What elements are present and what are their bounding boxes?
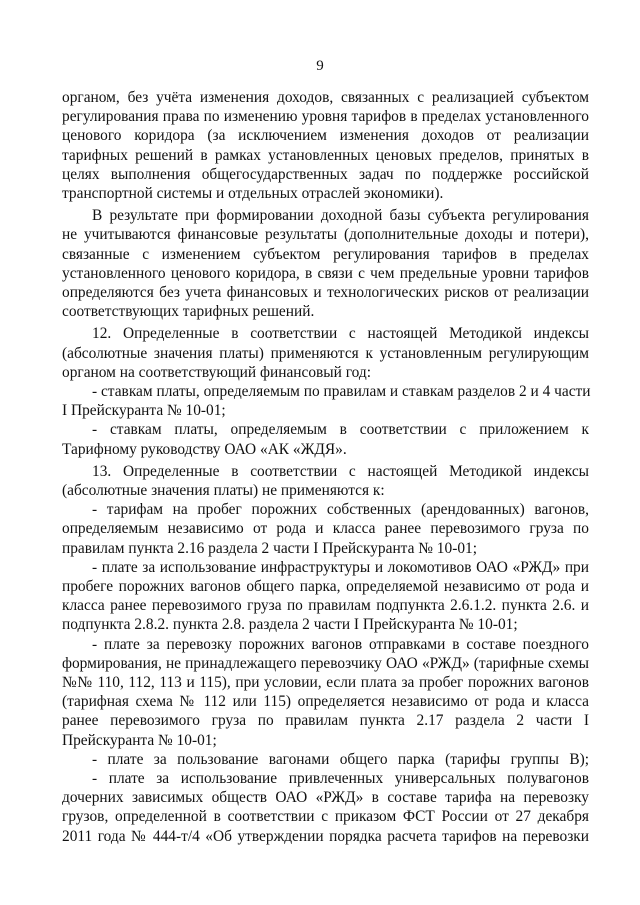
text-line: соответствующих тарифных решений.	[62, 303, 315, 321]
text-line: правилам пункта 2.16 раздела 2 части I Прейскуранта № 10-01;	[62, 539, 477, 557]
text-line: - ставкам платы, определяемым в соответствии с приложением к	[92, 421, 589, 439]
text-line: (абсолютные значения платы) не применяются к:	[62, 482, 385, 499]
text-line: (тарифная схема № 112 или 115) определяется независимо от рода и класса	[62, 693, 589, 711]
text-line: подпункта 2.8.2. пункта 2.8. раздела 2 части I Прейскуранта № 10-01;	[62, 616, 518, 634]
text-line: I Прейскуранта № 10-01;	[62, 402, 226, 420]
text-line: класса ранее перевозимого груза по правилам подпункта 2.6.1.2. пункта 2.6. и	[62, 597, 589, 615]
text-line: не учитываются финансовые результаты (дополнительные доходы и потери),	[62, 226, 589, 244]
text-line: определяемым независимо от рода и класса ранее перевозимого груза по	[62, 520, 589, 538]
page-number: 9	[316, 58, 324, 74]
text-line: Тарифному руководству ОАО «АК «ЖДЯ».	[62, 440, 347, 458]
text-line: установленного ценового коридора, в связи с чем предельные уровни тарифов	[62, 264, 589, 282]
text-line: определяются без учета финансовых и технологических рисков от реализации	[62, 284, 589, 301]
text-line: - тарифам на пробег порожних собственных (арендованных) вагонов,	[92, 501, 589, 519]
text-line: 2011 года № 444-т/4 «Об утверждении порядка расчета тарифов на перевозки	[62, 827, 589, 845]
text-line: ранее перевозимого груза по правилам пункта 2.17 раздела 2 части I	[62, 712, 589, 730]
text-line: формирования, не принадлежащего перевозчику ОАО «РЖД» (тарифные схемы	[62, 654, 589, 672]
text-line: пробеге порожних вагонов общего парка, определяемой независимо от рода и	[62, 578, 589, 595]
text-line: В результате при формировании доходной базы субъекта регулирования	[92, 207, 589, 225]
text-line: целях выполнения общегосударственных задач по поддержке российской	[62, 165, 589, 183]
text-line: органом, без учёта изменения доходов, связанных с реализацией субъектом	[62, 89, 589, 106]
text-line: регулирования права по изменению уровня тарифов в пределах установленного	[62, 108, 589, 126]
text-line: - ставкам платы, определяемым по правилам и ставкам разделов 2 и 4 части	[92, 383, 591, 400]
text-line: - плате за использование привлеченных универсальных полувагонов	[92, 770, 589, 787]
text-line: - плате за использование инфраструктуры и локомотивов ОАО «РЖД» при	[92, 558, 589, 576]
text-line: 13. Определенные в соответствии с настоящей Методикой индексы	[92, 462, 589, 480]
text-line: грузов, определенной в соответствии с приказом ФСТ России от 27 декабря	[62, 808, 589, 826]
text-line: - плате за перевозку порожних вагонов отправками в составе поездного	[92, 635, 589, 653]
text-line: органом на соответствующий финансовый год:	[62, 363, 372, 381]
text-line: 12. Определенные в соответствии с настоящей Методикой индексы	[92, 325, 589, 343]
text-line: №№ 110, 112, 113 и 115), при условии, если плата за пробег порожних вагонов	[62, 674, 589, 691]
text-line: - плате за пользование вагонами общего парка (тарифы группы В);	[92, 750, 589, 768]
text-line: (абсолютные значения платы) применяются к установленным регулирующим	[62, 344, 589, 362]
text-line: связанные с изменением субъектом регулирования тарифов в пределах	[62, 245, 589, 263]
text-line: ценового коридора (за исключением изменения доходов от реализации	[62, 127, 589, 145]
text-line: дочерних зависимых обществ ОАО «РЖД» в составе тарифа на перевозку	[62, 789, 589, 807]
text-line: тарифных решений в рамках установленных ценовых пределов, принятых в	[62, 146, 589, 164]
text-line: транспортной системы и отдельных отраслей экономики).	[62, 185, 444, 202]
text-line: Прейскуранта № 10-01;	[62, 731, 217, 749]
